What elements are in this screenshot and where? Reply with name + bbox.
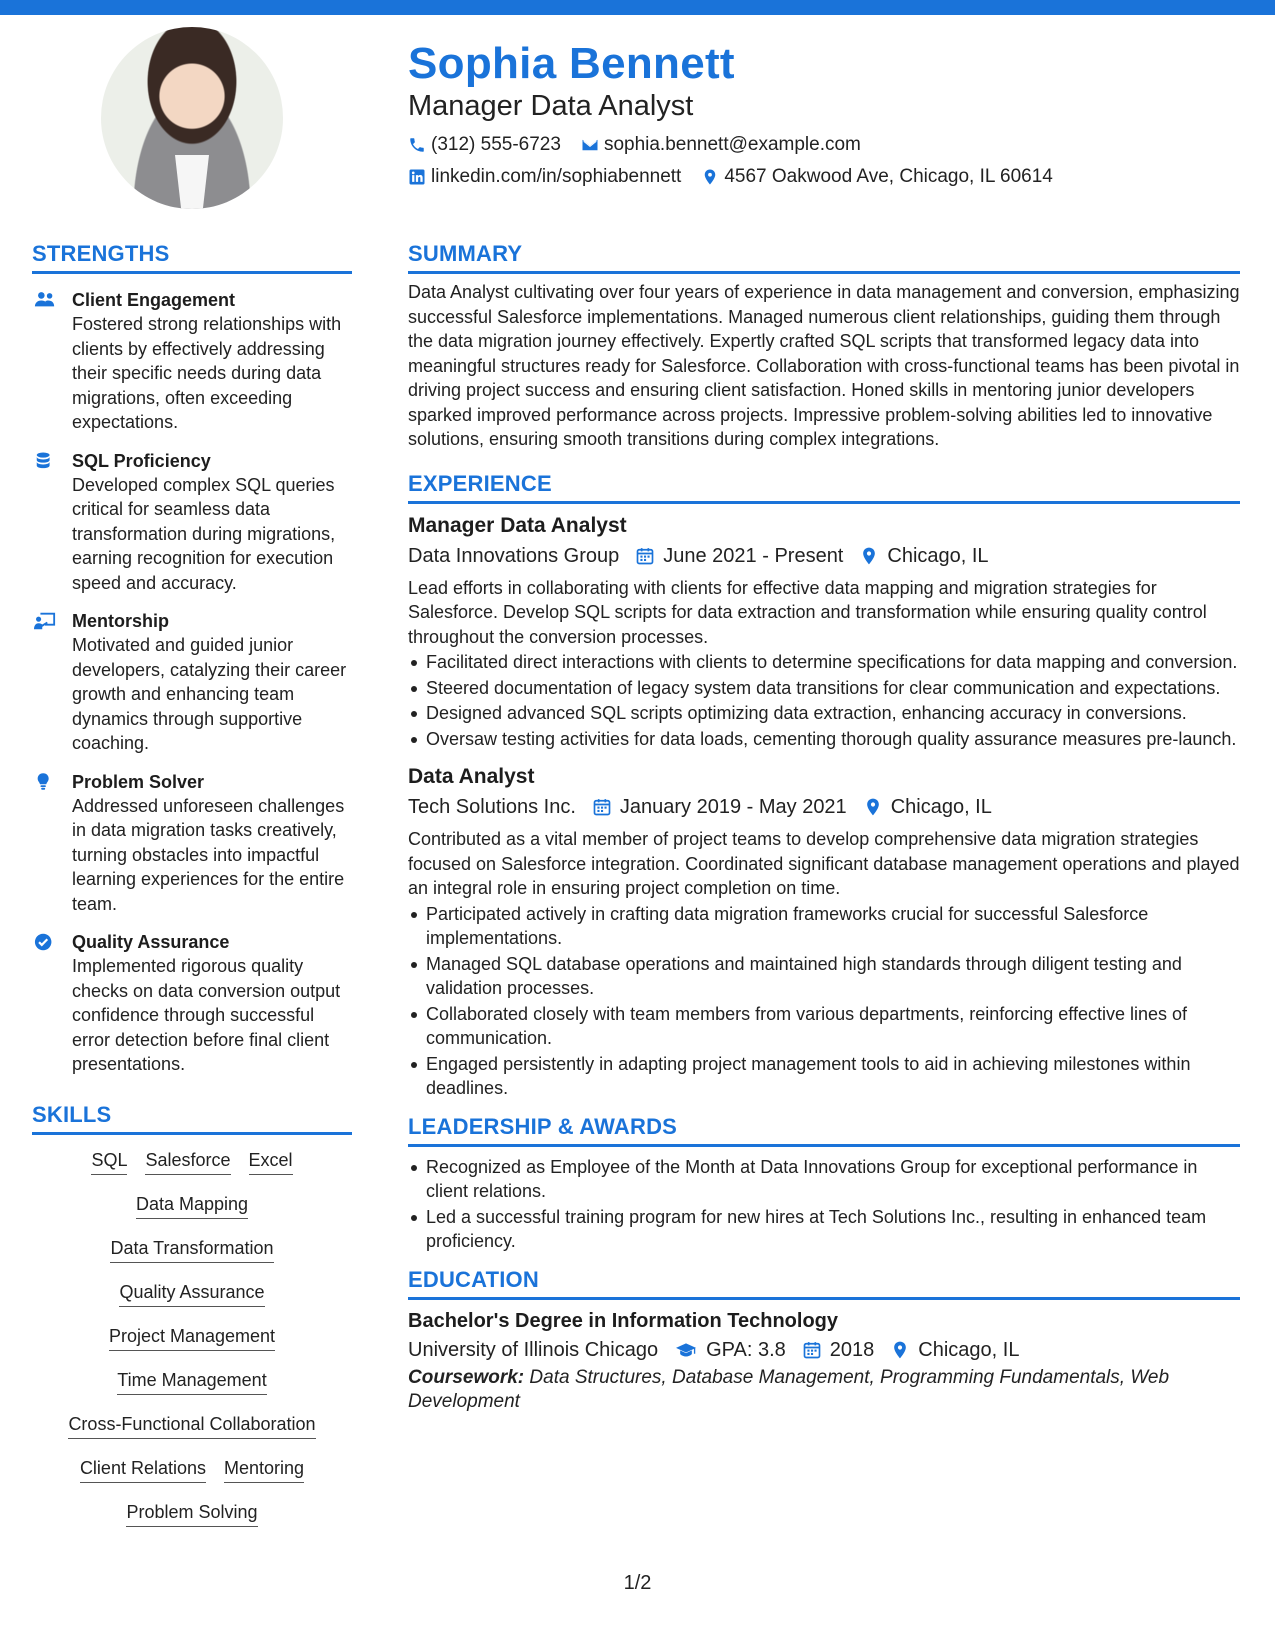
skill-tag: Quality Assurance [119,1281,264,1307]
contact-row-2 [408,165,1248,189]
skill-row [32,1237,352,1263]
skill-tag: Excel [249,1149,293,1175]
job-company: Data Innovations Group [408,544,620,567]
graduation-cap-icon [674,1340,698,1360]
strength-desc: Developed complex SQL queries critical for seamless data transformation during migrations, earning recognition for execution speed and accuracy. [72,474,336,593]
page-number: 1/2 [623,1572,652,1594]
job-description: Lead efforts in collaborating with clients for effective data mapping and migration strategies for Salesforce. Develop SQL scripts for data extraction and transformation while ensuring quality control throughout the conversion processes. [408,577,1207,647]
strength-desc: Motivated and guided junior developers, catalyzing their career growth and enhancing team dynamics through supportive coaching. [72,635,347,753]
map-pin-icon [890,1340,910,1360]
job-location-item [859,542,988,570]
candidate-name: Sophia Bennett [408,39,735,88]
school-name: University of Illinois Chicago [408,1338,659,1361]
job-bullets [408,902,1240,1101]
coursework-label: Coursework: [408,1366,525,1388]
job-bullets [408,650,1240,751]
job-title: Manager Data Analyst [408,513,627,537]
list-item: Steered documentation of legacy system data transitions for clear communication and expectations. [408,676,1240,701]
summary-heading: SUMMARY [408,240,1240,274]
calendar-icon [802,1340,822,1360]
strength-item [32,930,352,1077]
email-text[interactable]: sophia.bennett@example.com [603,133,861,155]
strength-desc: Addressed unforeseen challenges in data migration tasks creatively, turning obstacles into impactful learning experiences for the entire team. [72,795,345,914]
skill-row [32,1193,352,1219]
coursework-text: Data Structures, Database Management, Programming Fundamentals, Web Development [408,1366,1170,1412]
teacher-icon [34,609,60,631]
skill-tag: Data Mapping [136,1193,248,1219]
contact-row-1 [408,133,1248,157]
strength-title: Client Engagement [72,290,236,310]
skill-tag: Client Relations [80,1457,206,1483]
education-meta [408,1336,1240,1364]
strength-item [32,609,352,756]
gpa-item [674,1336,786,1364]
skill-tag: Salesforce [145,1149,230,1175]
users-icon [34,288,60,310]
job-location: Chicago, IL [887,544,989,567]
degree-title: Bachelor's Degree in Information Technology [408,1309,839,1332]
year-item [802,1336,875,1364]
job-meta [408,542,1240,570]
strength-item [32,288,352,435]
email-item [581,134,861,156]
map-pin-icon [859,546,879,566]
job-entry [408,512,1240,752]
list-item: Participated actively in crafting data migration frameworks crucial for successful Salesforce implementations. [408,902,1240,951]
calendar-icon [635,546,655,566]
envelope-icon [581,136,599,154]
linkedin-icon [408,168,426,186]
education-heading: EDUCATION [408,1266,1240,1300]
skill-tag: Project Management [109,1325,275,1351]
strength-title: Quality Assurance [72,932,230,952]
map-pin-icon [863,797,883,817]
job-location: Chicago, IL [890,796,992,818]
skills-heading: SKILLS [32,1101,352,1135]
list-item: Engaged persistently in adapting project management tools to aid in achieving milestones within deadlines. [408,1052,1240,1101]
list-item: Collaborated closely with team members from various departments, reinforcing effective lines of communication. [408,1002,1240,1051]
leadership-heading: LEADERSHIP & AWARDS [408,1113,1240,1147]
job-meta [408,793,1240,821]
strength-desc: Implemented rigorous quality checks on data conversion output confidence through successful error detection before final client presentations. [72,956,341,1074]
graduation-year: 2018 [829,1338,875,1361]
job-dates-item [592,793,847,821]
linkedin-text[interactable]: linkedin.com/in/sophiabennett [431,165,682,187]
coursework [408,1366,1240,1414]
skill-row [32,1413,352,1439]
skill-row [32,1369,352,1395]
job-dates: June 2021 - Present [663,544,844,567]
skill-tag: Cross-Functional Collaboration [68,1413,315,1439]
job-dates-item [635,542,843,570]
experience-heading: EXPERIENCE [408,470,1240,504]
address-item [701,166,1053,188]
database-icon [34,449,60,471]
skill-row [32,1501,352,1527]
skill-tag: Data Transformation [110,1237,273,1263]
education-location-item [890,1336,1019,1364]
skill-tag: Time Management [117,1369,266,1395]
address-text: 4567 Oakwood Ave, Chicago, IL 60614 [724,165,1053,187]
profile-photo [101,27,283,209]
map-pin-icon [701,168,719,186]
job-company: Tech Solutions Inc. [408,796,576,818]
job-dates: January 2019 - May 2021 [619,796,847,818]
strength-desc: Fostered strong relationships with clients by effectively addressing their specific needs during data migrations, often exceeding expectations. [72,314,342,432]
job-description: Contributed as a vital member of project teams to develop comprehensive data migration strategies focused on Salesforce integration. Coordinated significant database management operations and played an integral role in ensuring project completion on time. [408,829,1240,898]
gpa-text: GPA: 3.8 [706,1338,786,1361]
phone-icon [408,136,426,154]
job-entry [408,763,1240,1101]
left-column [32,240,352,1545]
skill-row [32,1149,352,1175]
list-item: Managed SQL database operations and maintained high standards through diligent testing and validation processes. [408,952,1240,1001]
skill-row [32,1281,352,1307]
top-accent-bar [0,0,1275,15]
check-circle-icon [34,930,60,952]
linkedin-item [408,166,681,188]
list-item: Designed advanced SQL scripts optimizing data extraction, enhancing accuracy in conversions. [408,701,1240,726]
resume-header [408,40,1248,189]
lightbulb-icon [34,770,60,792]
leadership-bullets [408,1155,1240,1254]
job-title: Data Analyst [408,765,535,788]
list-item: Led a successful training program for new hires at Tech Solutions Inc., resulting in enhanced team proficiency. [408,1205,1240,1254]
education-location: Chicago, IL [918,1338,1020,1361]
summary-text: Data Analyst cultivating over four years of experience in data management and conversion, emphasizing successful Salesforce implementations. Managed numerous client relationships, guiding them through the data migration journey effectively. Expertly crafted SQL scripts that transformed legacy data into meaningful structures ready for Salesforce. Collaboration with cross-functional teams has been pivotal in driving project success and ensuring client satisfaction. Honed skills in mentoring junior developers sparked improved performance across projects. Impressive problem-solving abilities led to innovative solutions, ensuring smooth transitions during complex integrations. [408,282,1240,449]
calendar-icon [592,797,612,817]
phone-item [408,134,561,156]
phone-text[interactable]: (312) 555-6723 [431,133,561,155]
skills-list [32,1149,352,1527]
job-location-item [863,793,992,821]
strengths-heading: STRENGTHS [32,240,352,274]
skill-row [32,1325,352,1351]
strength-title: SQL Proficiency [72,450,211,471]
right-column [408,240,1240,1414]
skill-tag: Mentoring [224,1457,304,1483]
strength-item [32,770,352,917]
list-item: Recognized as Employee of the Month at Data Innovations Group for exceptional performance in client relations. [408,1155,1240,1204]
skill-row [32,1457,352,1483]
skill-tag: Problem Solving [126,1501,257,1527]
skill-tag: SQL [91,1149,127,1175]
strength-item [32,449,352,596]
candidate-title: Manager Data Analyst [408,90,694,123]
strength-title: Mentorship [72,611,169,631]
list-item: Facilitated direct interactions with clients to determine specifications for data mapping and conversion. [408,650,1240,675]
list-item: Oversaw testing activities for data loads, cementing thorough quality assurance measures pre-launch. [408,727,1240,752]
strength-title: Problem Solver [72,771,205,792]
